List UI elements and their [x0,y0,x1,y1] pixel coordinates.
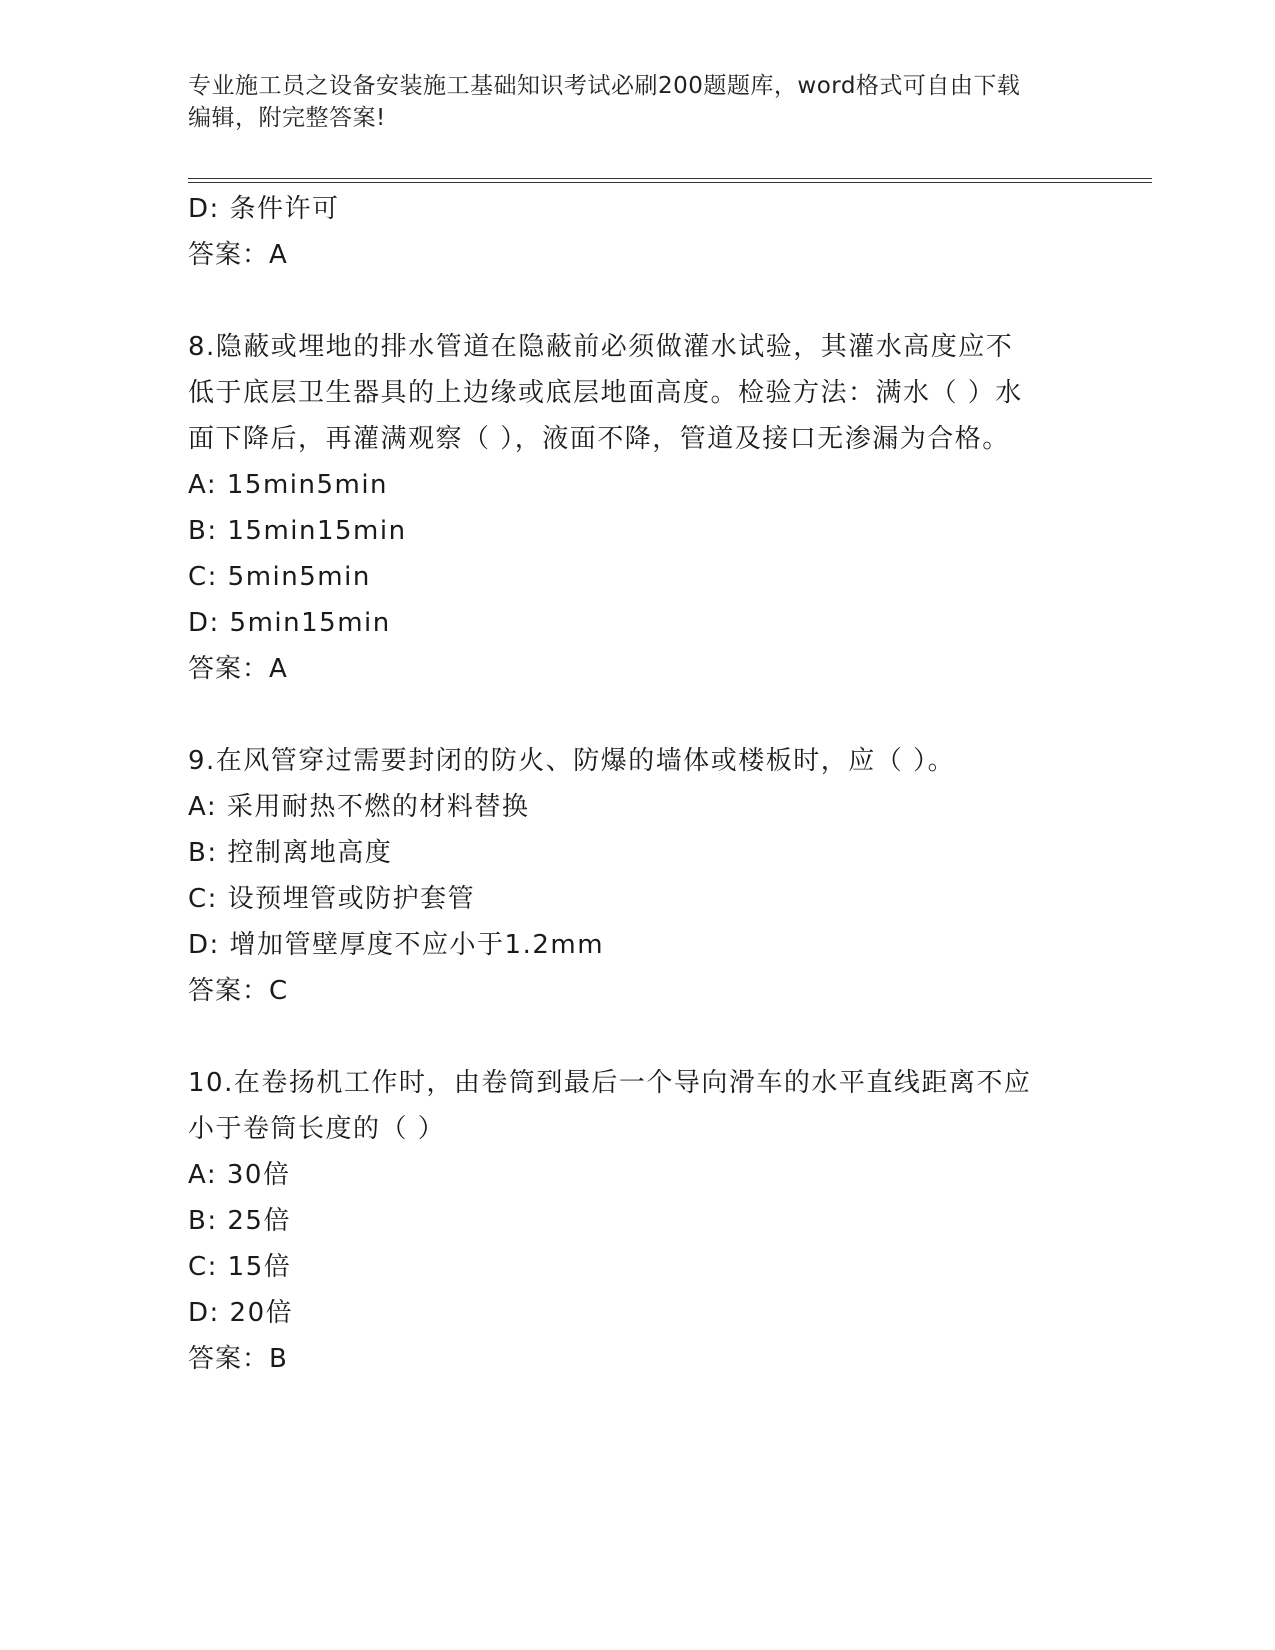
question-7-tail [188,186,1088,278]
option-c: C: 5min5min [188,562,371,592]
spacer [188,1014,1088,1060]
option-d: D: 5min15min [188,608,391,638]
question-9 [188,738,1088,1014]
spacer [188,692,1088,738]
option-d: D: 条件许可 [188,194,340,224]
option-b: B: 25倍 [188,1206,291,1236]
answer-line: 答案：B [188,1344,288,1374]
question-stem: 小于卷筒长度的（ ） [188,1114,446,1144]
document-header [188,70,1068,134]
question-stem: 9.在风管穿过需要封闭的防火、防爆的墙体或楼板时，应（ ）。 [188,746,956,776]
option-d: D: 增加管壁厚度不应小于1.2mm [188,930,605,960]
spacer [188,278,1088,324]
question-8 [188,324,1088,692]
option-b: B: 控制离地高度 [188,838,393,868]
option-c: C: 设预埋管或防护套管 [188,884,476,914]
answer-line: 答案：C [188,976,289,1006]
question-stem: 低于底层卫生器具的上边缘或底层地面高度。检验方法：满水（ ）水 [188,378,1023,408]
option-a: A: 15min5min [188,470,389,500]
answer-line: 答案：A [188,240,288,270]
question-stem: 8.隐蔽或埋地的排水管道在隐蔽前必须做灌水试验，其灌水高度应不 [188,332,1014,362]
question-stem: 面下降后，再灌满观察（ ），液面不降，管道及接口无渗漏为合格。 [188,424,1010,454]
option-a: A: 30倍 [188,1160,291,1190]
question-10 [188,1060,1088,1382]
option-b: B: 15min15min [188,516,407,546]
option-a: A: 采用耐热不燃的材料替换 [188,792,530,822]
document-body [188,186,1088,1382]
option-d: D: 20倍 [188,1298,294,1328]
option-c: C: 15倍 [188,1252,292,1282]
header-title-line-2: 编辑，附完整答案! [188,105,386,131]
header-divider [188,178,1152,183]
question-stem: 10.在卷扬机工作时，由卷筒到最后一个导向滑车的水平直线距离不应 [188,1068,1032,1098]
answer-line: 答案：A [188,654,288,684]
header-title-line-1: 专业施工员之设备安装施工基础知识考试必刷200题题库，word格式可自由下载 [188,73,1021,99]
